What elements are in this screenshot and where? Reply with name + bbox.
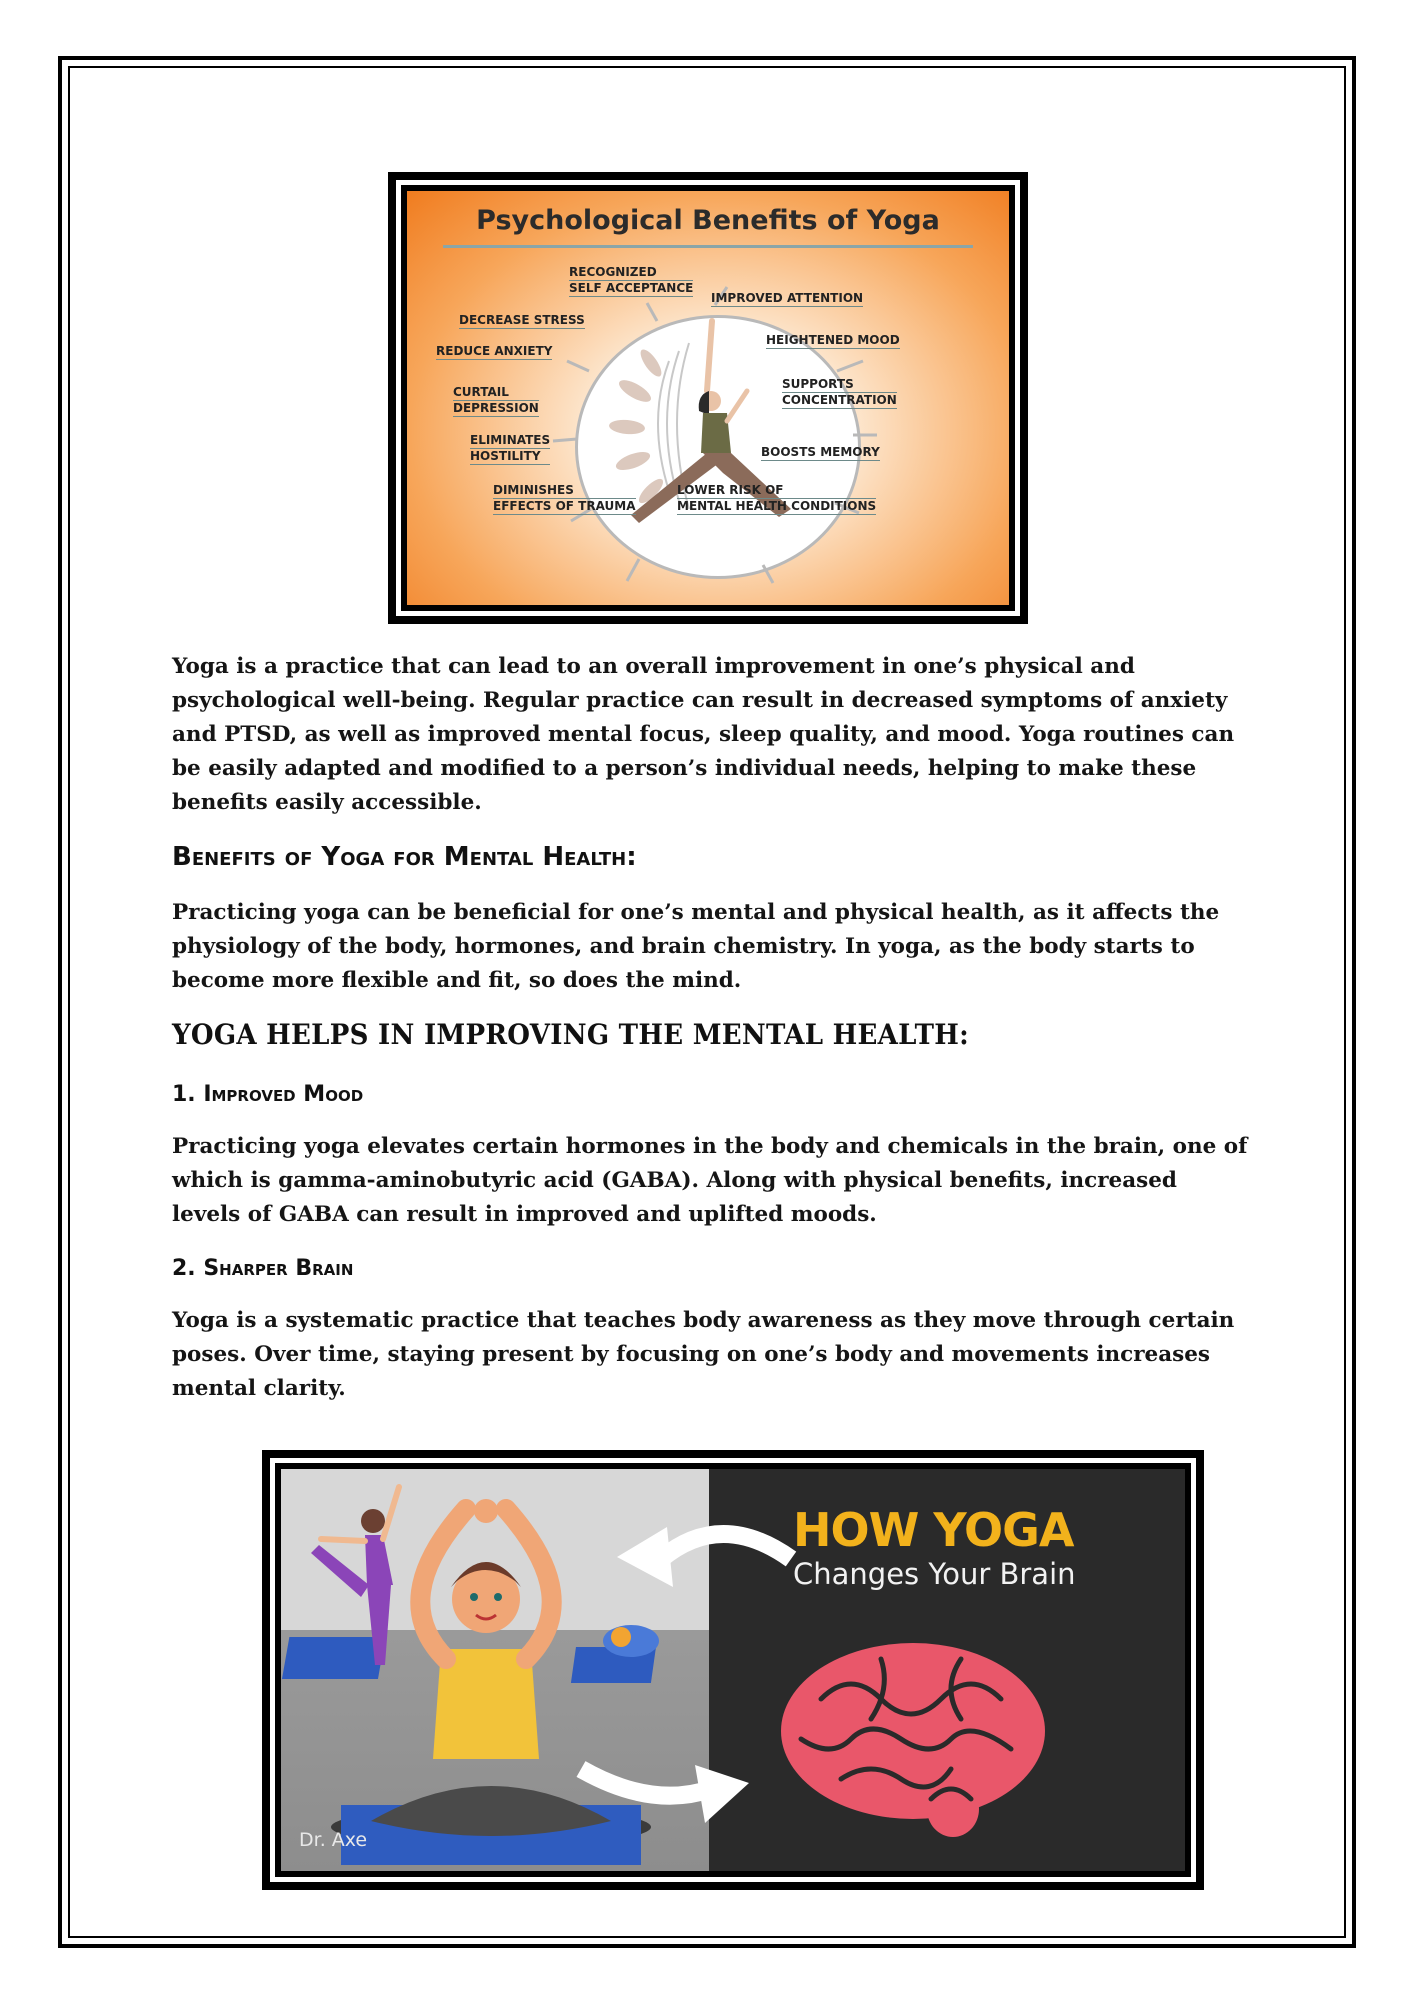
label-heightened-mood: HEIGHTENED MOOD — [766, 333, 900, 347]
psych-benefits-infographic — [388, 172, 1028, 624]
label-improved-attention: IMPROVED ATTENTION — [711, 291, 864, 305]
label-decrease-stress: DECREASE STRESS — [459, 313, 585, 327]
main-heading: YOGA HELPS IN IMPROVING THE MENTAL HEALTH: — [172, 1018, 970, 1051]
label-reduce-anxiety: REDUCE ANXIETY — [436, 344, 553, 358]
label-lower-risk: LOWER RISK OF MENTAL HEALTH CONDITIONS — [677, 483, 877, 513]
label-boosts-memory: BOOSTS MEMORY — [761, 445, 880, 459]
label-diminishes-trauma: DIMINISHES EFFECTS OF TRAUMA — [493, 483, 636, 513]
label-self-acceptance: RECOGNIZED SELF ACCEPTANCE — [569, 265, 694, 295]
intro-paragraph: Yoga is a practice that can lead to an overall improvement in one’s physical and psychological well-being. Regular practice can result in decreased symptoms of anxiety and PTSD, as well as improved mental focus, sleep quality, and mood. Yoga routines can be easily adapted and modified to a person’s individual needs, helping to make these benefits easily accessible. — [172, 654, 1235, 815]
item-2-text: Yoga is a systematic practice that teaches body awareness as they move through certain poses. Over time, staying present by focusing on one’s body and movements increases mental clarity. — [172, 1308, 1235, 1401]
item-1-text: Practicing yoga elevates certain hormones in the body and chemicals in the brain, one of which is gamma-aminobutyric acid (GABA). Along with physical benefits, increased levels of GABA can result in improved and uplifted moods. — [172, 1134, 1248, 1227]
item-1-heading: 1. Improved Mood — [172, 1082, 364, 1107]
dr-axe-logo: Dr. Axe — [299, 1829, 368, 1851]
how-yoga-headline: HOW YOGA — [793, 1503, 1074, 1557]
label-eliminates-hostility: ELIMINATES HOSTILITY — [470, 433, 551, 463]
section-heading: Benefits of Yoga for Mental Health: — [172, 842, 637, 872]
section-paragraph: Practicing yoga can be beneficial for one’s mental and physical health, as it affects the physiology of the body, hormones, and brain chemistry. In yoga, as the body starts to become more flexible and fit, so does the mind. — [172, 900, 1220, 993]
label-curtail-depression: CURTAIL DEPRESSION — [453, 385, 539, 415]
label-supports-concentration: SUPPORTS CONCENTRATION — [782, 377, 897, 407]
infographic-title: Psychological Benefits of Yoga — [476, 205, 940, 236]
changes-your-brain-subline: Changes Your Brain — [793, 1557, 1076, 1591]
how-yoga-changes-brain-image — [262, 1450, 1204, 1890]
item-2-heading: 2. Sharper Brain — [172, 1256, 354, 1281]
